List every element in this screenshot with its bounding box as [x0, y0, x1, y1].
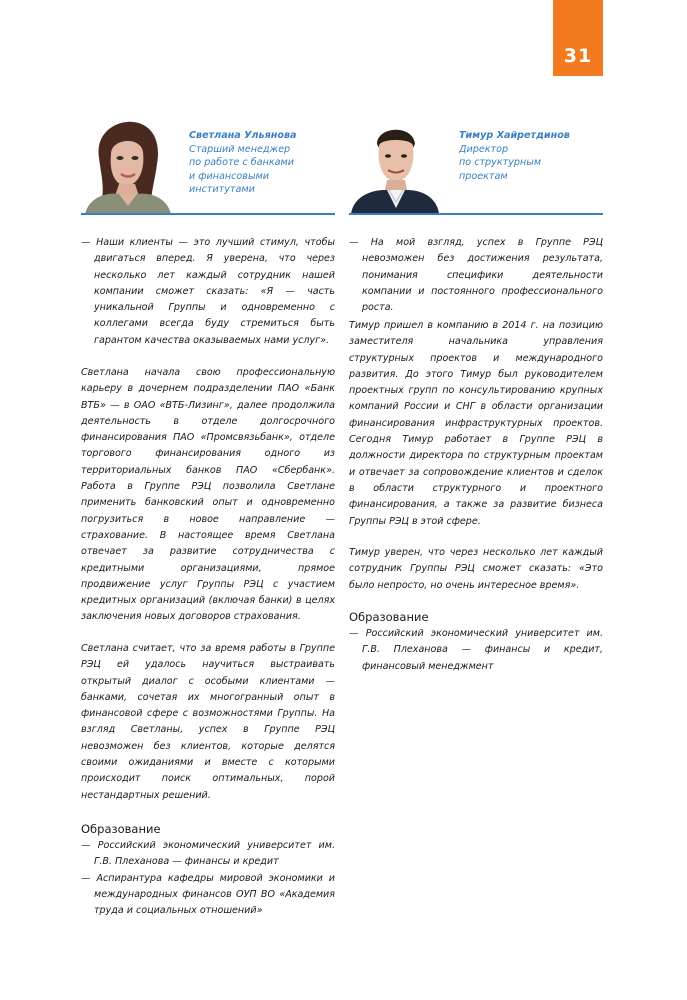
profile-header [349, 118, 603, 216]
education-title: Образование [81, 822, 161, 836]
divider-rule [81, 213, 335, 215]
bio-paragraph: Тимур уверен, что через несколько лет каждый сотрудник Группы РЭЦ сможет сказать: «Это было непросто, но очень интересное время». [349, 547, 603, 591]
education-list [81, 838, 335, 919]
education-item: — Российский экономический университет им. Г.В. Плеханова — финансы и кредит, финансовый менеджмент [349, 628, 603, 672]
person-role-line: проектам [459, 170, 508, 182]
person-info [189, 129, 335, 197]
education-list [349, 626, 603, 675]
portrait-photo [81, 118, 173, 214]
person-role-line: по структурным [459, 157, 542, 169]
portrait-photo [349, 118, 441, 214]
education-item: — Аспирантура кафедры мировой экономики и международных финансов ОУП ВО «Академия труда и социальных отношений» [81, 872, 335, 917]
bio-text [349, 545, 603, 594]
person-name: Светлана Ульянова [189, 130, 297, 141]
person-name: Тимур Хайретдинов [459, 130, 570, 141]
page-number: 31 [563, 45, 593, 67]
bio-text [81, 365, 335, 626]
page-number-tab [553, 0, 603, 76]
bio-paragraph: Светлана начала свою профессиональную карьеру в дочернем подразделении ПАО «Банк ВТБ» — в ОАО «ВТБ-Лизинг», далее продолжила деятельность в отделе долгосрочного финансирования ПАО «Промсвязьбанк», отделе торгового финансирования одного из территориальных банков ПАО «Сбербанк». Работа в Группе РЭЦ позволила Светлане применить банковский опыт и одновременно погрузиться в новое направление — страхование. В настоящее время Светлана отвечает за развитие сотрудничества с кредитными организациями, прямое продвижение услуг Группы РЭЦ с участием кредитных организаций (включая банки) в целях заключения новых договоров страхования. [81, 367, 335, 623]
bio-paragraph: Тимур пришел в компанию в 2014 г. на позицию заместителя начальника управления структурных проектов и международного развития. До этого Тимур был руководителем проектных групп по консультированию крупных компаний России и СНГ в области организации финансирования инфраструктурных проектов. Сегодня Тимур работает в Группе РЭЦ в должности директора по структурным проектам и отвечает за сопровождение клиентов и сделок в области структурного и проектного финансирования, а также за развитие бизнеса Группы РЭЦ в этой сфере. [349, 320, 603, 527]
quote-block [81, 235, 335, 349]
person-role-line: институтами [189, 184, 255, 196]
bio-text [349, 318, 603, 530]
quote-text: — Наши клиенты — это лучший стимул, чтобы двигаться вперед. Я уверена, что через несколько лет каждый сотрудник нашей компании сможет сказать: «Я — часть уникальной Группы и одновременно с коллегами всегда буду стремиться быть гарантом качества оказываемых нами услуг». [81, 237, 335, 346]
quote-text: — На мой взгляд, успех в Группе РЭЦ невозможен без достижения результата, понимания специфики деятельности компании и постоянного профессионального роста. [349, 237, 603, 314]
person-role-line: Директор [459, 143, 509, 155]
person-role-line: по работе с банками [189, 157, 295, 169]
education-title: Образование [349, 610, 429, 624]
person-info [459, 129, 605, 183]
person-role-line: и финансовыми [189, 170, 269, 182]
bio-paragraph: Светлана считает, что за время работы в Группе РЭЦ ей удалось научиться выстраивать открытый диалог с особыми клиентами — банками, сочетая их многогранный опыт в финансовой сфере с возможностями Группы. На взгляд Светланы, успех в Группе РЭЦ невозможен без клиентов, которые делятся своими ожиданиями и вместе с которыми происходит поиск оптимальных, порой нестандартных решений. [81, 643, 335, 801]
bio-text [81, 641, 335, 804]
person-role-line: Старший менеджер [189, 143, 291, 155]
quote-block [349, 235, 603, 316]
education-item: — Российский экономический университет им. Г.В. Плеханова — финансы и кредит [81, 840, 335, 868]
profile-header [81, 118, 335, 216]
divider-rule [349, 213, 603, 215]
